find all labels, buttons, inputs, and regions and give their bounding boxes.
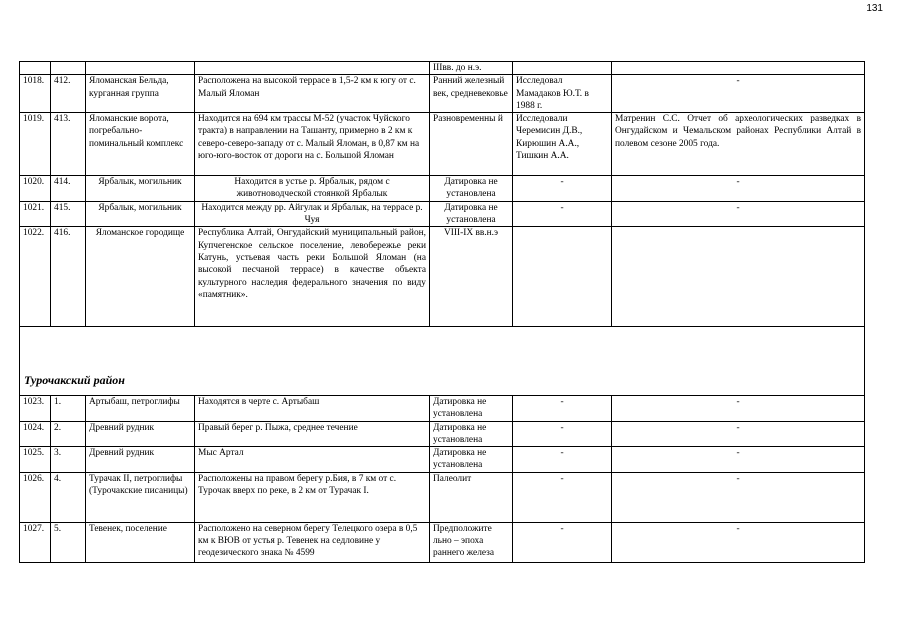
local-number: 412. [51,75,86,113]
local-number: 1. [51,396,86,422]
research: - [513,472,612,522]
research: - [513,396,612,422]
dating: VIII-IX вв.н.э [430,227,513,327]
local-number: 413. [51,113,86,176]
table-row [20,472,865,522]
local-number: 4. [51,472,86,522]
literature: - [612,201,865,227]
table-row [20,396,865,422]
reg-number: 1019. [20,113,51,176]
reg-number: 1027. [20,522,51,562]
site-name: Яломанская Бельда, курганная группа [86,75,195,113]
site-name: Артыбаш, петроглифы [86,396,195,422]
register-table-lower [19,395,865,563]
local-number: 414. [51,176,86,202]
literature: - [612,75,865,113]
site-name: Турачак II, петроглифы (Турочакские писаницы) [86,472,195,522]
date-cell: IIIвв. до н.э. [430,62,513,75]
literature: - [612,472,865,522]
dating: Разновременны й [430,113,513,176]
table-row [20,201,865,227]
local-number: 415. [51,201,86,227]
site-name: Древний рудник [86,421,195,447]
local-number: 416. [51,227,86,327]
dating: Ранний железный век, средневековье [430,75,513,113]
section-title: Турочакский район [24,372,125,387]
table-row-continuation [20,62,865,75]
reg-number: 1025. [20,447,51,473]
table-row [20,421,865,447]
literature: Матренин С.С. Отчет об археологических разведках в Онгудайском и Чемальском районах Республики Алтай в полевом сезоне 2005 года. [612,113,865,176]
research: - [513,421,612,447]
site-name: Тевенек, поселение [86,522,195,562]
reg-number: 1023. [20,396,51,422]
site-name: Древний рудник [86,447,195,473]
literature: - [612,176,865,202]
table-row [20,113,865,176]
location: Находится в устье р. Ярбалык, рядом с животноводческой стоянкой Ярбалык [195,176,430,202]
section-cell [20,327,865,398]
location: Расположено на северном берегу Телецкого озера в 0,5 км к ВЮВ от устья р. Тевенек на седловине у геодезического знака № 4599 [195,522,430,562]
dating: Предположите льно – эпоха раннего железа [430,522,513,562]
reg-number: 1022. [20,227,51,327]
location: Республика Алтай, Онгудайский муниципальный район, Купчегенское сельское поселение, левобережье реки Катунь, устьевая часть реки Большой Яломан (на высокой песчаной террасе) в качестве объекта культурного наследия федерального значения по виду «памятник». [195,227,430,327]
research: - [513,176,612,202]
dating: Датировка не установлена [430,447,513,473]
location: Находится между рр. Айгулак и Ярбалык, на террасе р. Чуя [195,201,430,227]
table-row [20,176,865,202]
site-name: Ярбалык, могильник [86,201,195,227]
research: Исследовал Мамадаков Ю.Т. в 1988 г. [513,75,612,113]
site-name: Яломанские ворота, погребально-поминальный комплекс [86,113,195,176]
literature: - [612,396,865,422]
table-row [20,522,865,562]
reg-number: 1018. [20,75,51,113]
research: - [513,522,612,562]
site-name: Ярбалык, могильник [86,176,195,202]
page-number: 131 [866,3,883,14]
reg-number: 1021. [20,201,51,227]
reg-number: 1020. [20,176,51,202]
location: Расположена на высокой террасе в 1,5-2 км к югу от с. Малый Яломан [195,75,430,113]
register-table-upper [19,61,865,398]
section-row [20,327,865,398]
research: Исследовали Черемисин Д.В., Кирюшин А.А., Тишкин А.А. [513,113,612,176]
table-row [20,447,865,473]
dating: Датировка не установлена [430,396,513,422]
reg-number: 1024. [20,421,51,447]
location: Находятся в черте с. Артыбаш [195,396,430,422]
research: - [513,201,612,227]
local-number: 3. [51,447,86,473]
dating: Датировка не установлена [430,421,513,447]
dating: Датировка не установлена [430,201,513,227]
local-number: 5. [51,522,86,562]
location: Находится на 694 км трассы М-52 (участок Чуйского тракта) в направлении на Ташанту, примерно в 2 км к северо-северо-западу от с. Малый Яломан, в 0,87 км на юго-юго-восток от дороги на с. Большой Яломан [195,113,430,176]
research [513,227,612,327]
location: Расположены на правом берегу р.Бия, в 7 км от с. Турочак вверх по реке, в 2 км от Турачак I. [195,472,430,522]
location: Правый берег р. Пыжа, среднее течение [195,421,430,447]
location: Мыс Артал [195,447,430,473]
literature [612,227,865,327]
research: - [513,447,612,473]
literature: - [612,421,865,447]
dating: Датировка не установлена [430,176,513,202]
literature: - [612,522,865,562]
dating: Палеолит [430,472,513,522]
site-name: Яломанское городище [86,227,195,327]
local-number: 2. [51,421,86,447]
reg-number: 1026. [20,472,51,522]
table-row [20,75,865,113]
table-row [20,227,865,327]
literature: - [612,447,865,473]
